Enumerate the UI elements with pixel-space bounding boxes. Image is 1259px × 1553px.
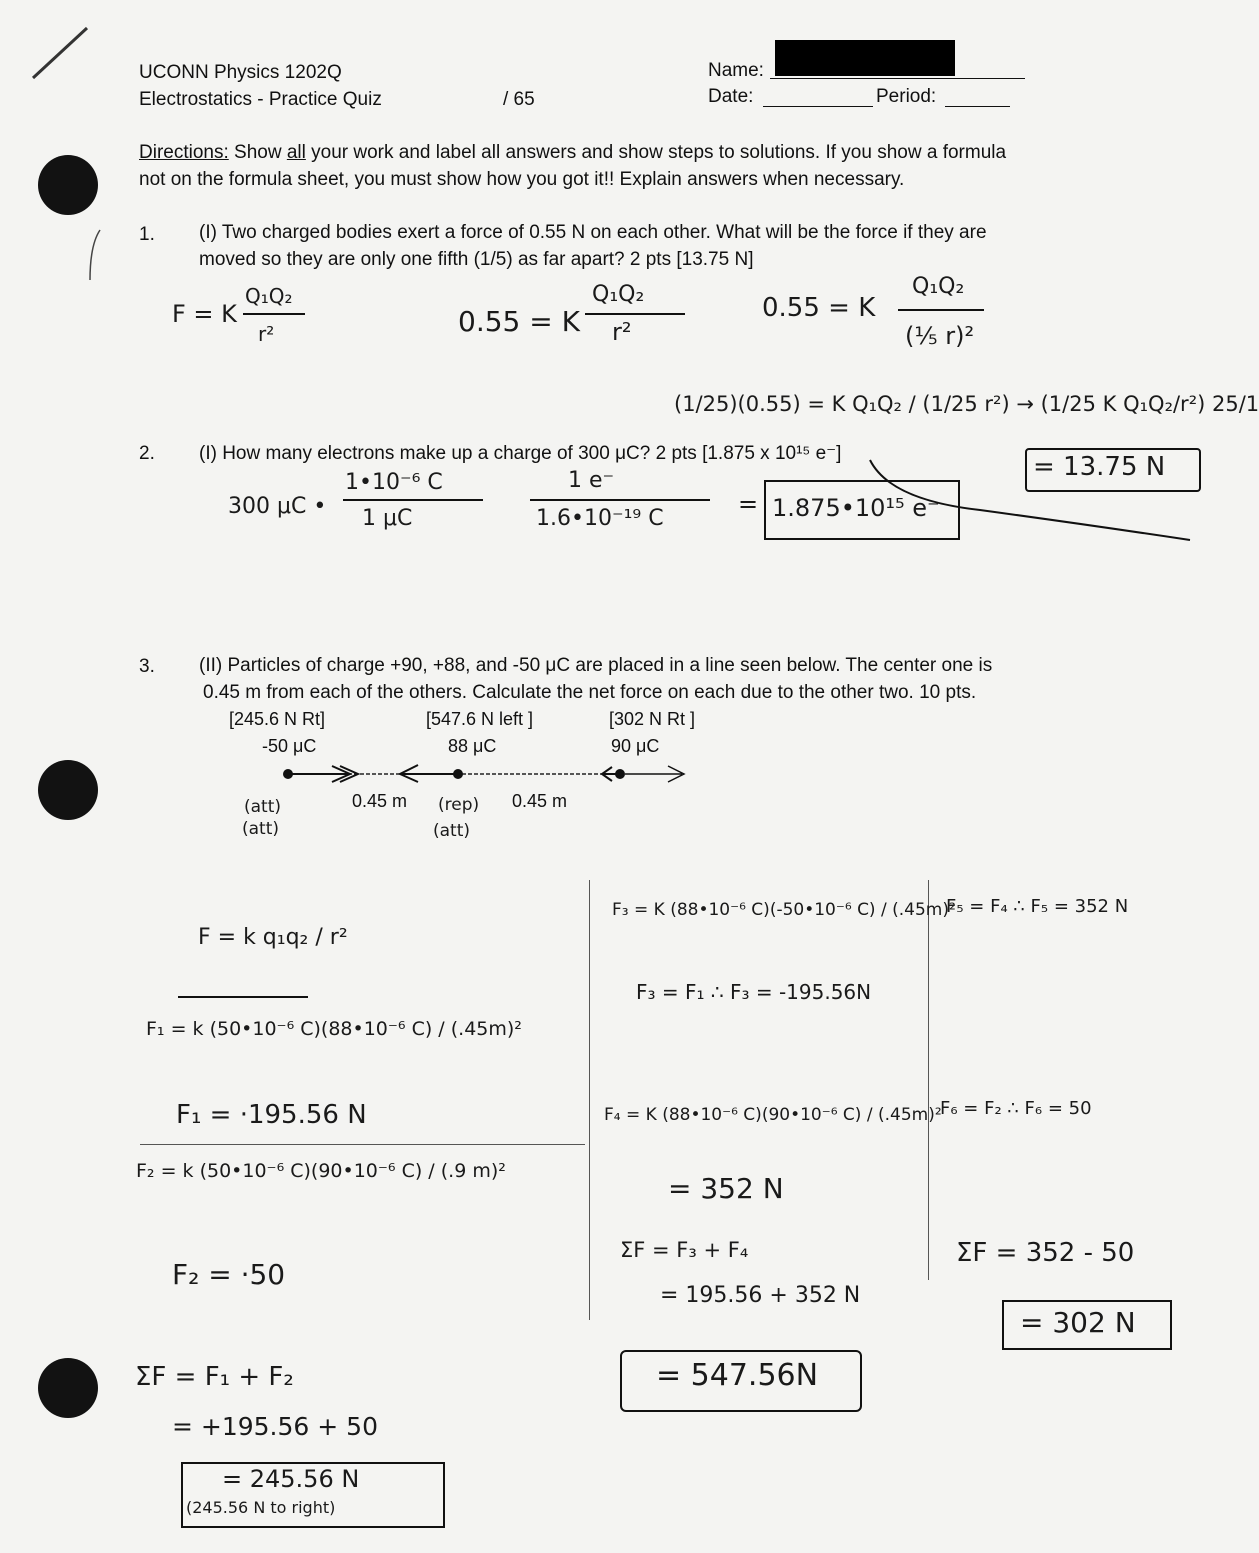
q3-mid-sum-values: = 195.56 + 352 N	[660, 1283, 861, 1308]
q3-mid-f3-result: F₃ = F₁ ∴ F₃ = -195.56N	[636, 980, 872, 1004]
note-mid-1: (rep)	[438, 795, 480, 815]
period-label: Period:	[876, 86, 937, 107]
pen-stroke-mark-small	[78, 225, 108, 285]
q1-formula: F = K	[172, 300, 237, 328]
charge-label-right: 90 μC	[611, 736, 660, 756]
q3-right-sum: ΣF = 352 - 50	[956, 1238, 1135, 1268]
name-label: Name:	[708, 60, 764, 81]
q2-given: 300 μC •	[228, 494, 327, 519]
q1-eq3-den: (⅕ r)²	[905, 322, 975, 350]
q3-answer-middle: [547.6 N left ]	[426, 709, 534, 729]
q3-left-answer-note: (245.56 N to right)	[186, 1498, 336, 1517]
binder-hole-middle	[38, 760, 98, 820]
question-3-text-line-2: 0.45 m from each of the others. Calculate the net force on each due to the other two. 10 pts.	[203, 682, 977, 703]
date-field	[763, 84, 873, 107]
q1-formula-bar	[243, 313, 305, 315]
q1-answer: = 13.75 N	[1033, 452, 1166, 482]
q1-formula-num: Q₁Q₂	[245, 284, 293, 308]
directions-line-2: not on the formula sheet, you must show how you got it!! Explain answers when necessary.	[139, 169, 905, 190]
q1-eq3: 0.55 = K	[762, 293, 876, 323]
charge-label-left: -50 μC	[262, 736, 317, 756]
q3-mid-answer: = 547.56N	[656, 1358, 819, 1393]
charge-label-middle: 88 μC	[448, 736, 497, 756]
q3-answer-right: [302 N Rt ]	[609, 709, 696, 729]
q3-right-f6: F₆ = F₂ ∴ F₆ = 50	[940, 1098, 1092, 1119]
q3-mid-sum: ΣF = F₃ + F₄	[620, 1238, 749, 1262]
question-1-number: 1.	[139, 224, 155, 245]
period-field	[945, 84, 1010, 107]
q3-right-answer: = 302 N	[1020, 1306, 1136, 1339]
q3-left-f1: F₁ = k (50•10⁻⁶ C)(88•10⁻⁶ C) / (.45m)²	[146, 1018, 522, 1040]
q1-eq2-bar	[585, 313, 685, 315]
note-mid-2: (att)	[433, 821, 471, 841]
q1-formula-den: r²	[258, 322, 275, 346]
work-divider-1	[589, 880, 590, 1320]
q3-answer-left: [245.6 N Rt]	[229, 709, 326, 729]
work-divider-2	[928, 880, 929, 1280]
course-title: UCONN Physics 1202Q	[139, 62, 342, 83]
q3-left-f2-result: F₂ = ·50	[172, 1258, 286, 1291]
question-2-text: (I) How many electrons make up a charge of 300 μC? 2 pts [1.875 x 10¹⁵ e⁻]	[199, 443, 842, 464]
note-left-2: (att)	[242, 819, 280, 839]
q2-bar2	[530, 499, 710, 501]
question-3-text-line-1: (II) Particles of charge +90, +88, and -50 μC are placed in a line seen below. The center one is	[199, 655, 993, 676]
q3-right-f5: F₅ = F₄ ∴ F₅ = 352 N	[946, 896, 1129, 917]
q3-left-rule	[178, 996, 308, 998]
redacted-name	[775, 40, 955, 76]
q3-left-separator	[140, 1144, 585, 1145]
q2-bar1	[343, 499, 483, 501]
q3-left-f1-result: F₁ = ·195.56 N	[176, 1100, 367, 1130]
q1-eq2-den: r²	[612, 318, 632, 346]
q3-left-sum: ΣF = F₁ + F₂	[135, 1362, 294, 1392]
binder-hole-bottom	[38, 1358, 98, 1418]
date-label: Date:	[708, 86, 754, 107]
q3-mid-f4-result: = 352 N	[668, 1172, 784, 1205]
note-left-1: (att)	[244, 797, 282, 817]
score-total: / 65	[503, 89, 535, 110]
directions-line-1: Directions: Show all your work and label all answers and show steps to solutions. If you show a formula	[139, 142, 1007, 163]
q2-den2: 1.6•10⁻¹⁹ C	[536, 506, 664, 531]
q1-eq3-num: Q₁Q₂	[912, 274, 965, 299]
question-2-number: 2.	[139, 443, 155, 464]
distance-label-1: 0.45 m	[352, 791, 408, 811]
q1-eq2: 0.55 = K	[458, 305, 580, 338]
q3-left-answer: = 245.56 N	[222, 1465, 360, 1493]
q3-mid-f3: F₃ = K (88•10⁻⁶ C)(-50•10⁻⁶ C) / (.45m)²	[612, 900, 956, 920]
q2-den1: 1 μC	[362, 506, 413, 531]
q3-mid-f4: F₄ = K (88•10⁻⁶ C)(90•10⁻⁶ C) / (.45m)²	[604, 1105, 942, 1125]
question-1-text-line-2: moved so they are only one fifth (1/5) as far apart? 2 pts [13.75 N]	[199, 249, 754, 270]
q3-left-formula: F = k q₁q₂ / r²	[198, 925, 348, 950]
q1-solution-step: (1/25)(0.55) = K Q₁Q₂ / (1/25 r²) → (1/25 K Q₁Q₂/r²) 25/1	[674, 392, 1259, 416]
charge-line-diagram	[270, 760, 700, 790]
binder-hole-top	[38, 155, 98, 215]
q3-left-f2: F₂ = k (50•10⁻⁶ C)(90•10⁻⁶ C) / (.9 m)²	[136, 1160, 506, 1182]
q2-answer: 1.875•10¹⁵ e⁻	[772, 494, 940, 522]
q2-num2: 1 e⁻	[568, 468, 615, 493]
q1-eq3-bar	[898, 309, 984, 311]
question-3-number: 3.	[139, 656, 155, 677]
q2-num1: 1•10⁻⁶ C	[345, 470, 443, 495]
directions-label: Directions:	[139, 142, 229, 163]
distance-label-2: 0.45 m	[512, 791, 568, 811]
pen-stroke-mark	[25, 20, 95, 90]
q1-eq2-num: Q₁Q₂	[592, 282, 645, 307]
q3-left-sum-values: = +195.56 + 50	[172, 1412, 378, 1441]
quiz-title: Electrostatics - Practice Quiz	[139, 89, 382, 110]
question-1-text-line-1: (I) Two charged bodies exert a force of 0.55 N on each other. What will be the force if they are	[199, 222, 987, 243]
q2-equals: =	[738, 490, 759, 518]
